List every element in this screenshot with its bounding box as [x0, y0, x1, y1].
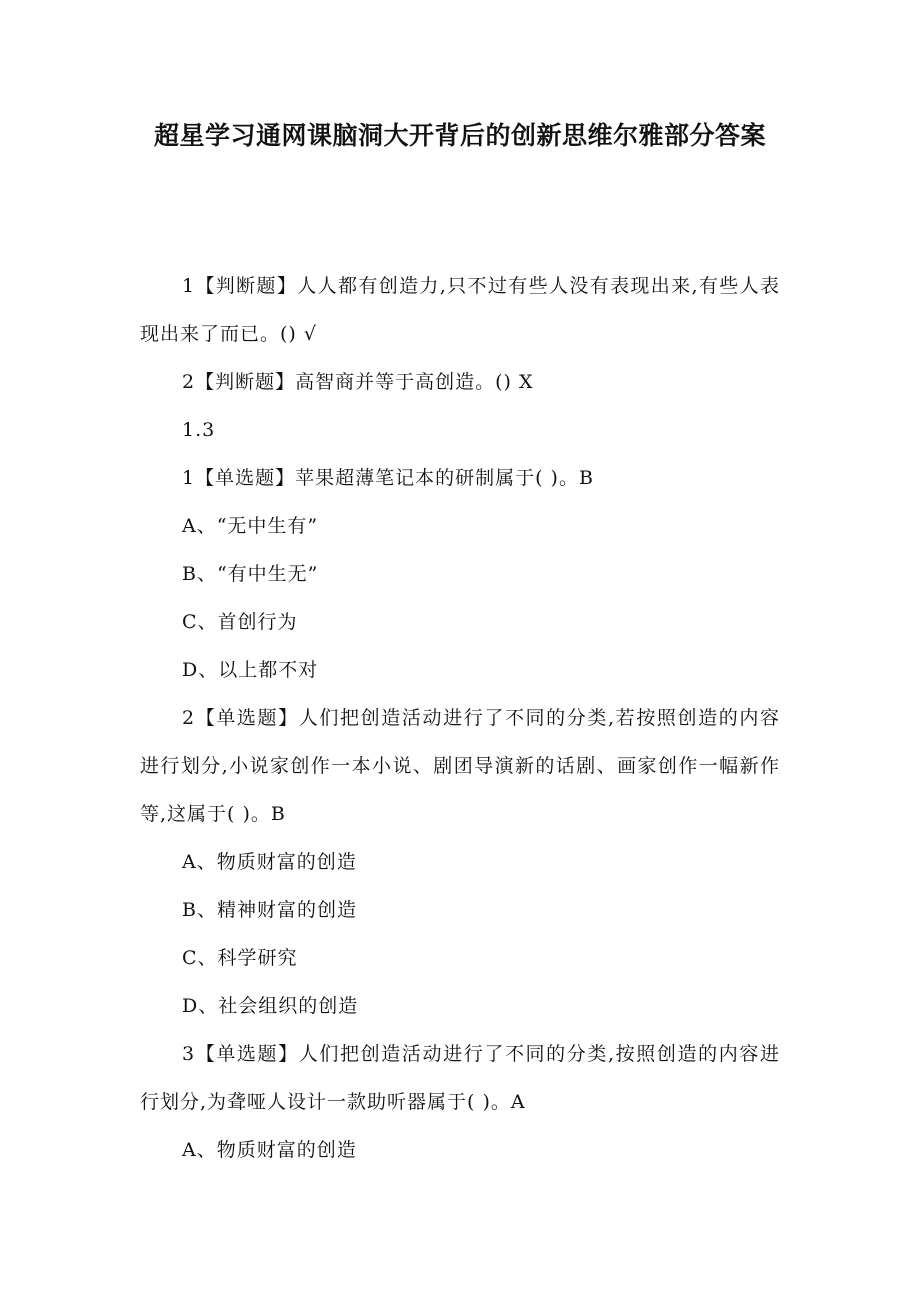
option-d: D、以上都不对: [182, 659, 319, 681]
question-judge-1: 1【判断题】人人都有创造力,只不过有些人没有表现出来,有些人表现出来了而已。() √: [140, 275, 780, 345]
page-title: 超星学习通网课脑洞大开背后的创新思维尔雅部分答案: [153, 121, 766, 150]
document-body: [140, 262, 780, 1174]
question-choice-1: 1【单选题】苹果超薄笔记本的研制属于( )。B: [182, 467, 594, 489]
option-c: C、科学研究: [182, 947, 298, 969]
option-b: B、“有中生无”: [182, 563, 319, 585]
option-b: B、精神财富的创造: [182, 899, 357, 921]
option-c: C、首创行为: [182, 611, 298, 633]
option-d: D、社会组织的创造: [182, 995, 359, 1017]
question-judge-2: 2【判断题】高智商并等于高创造。() X: [182, 371, 534, 393]
section-number: 1.3: [182, 419, 216, 441]
question-choice-3: 3【单选题】人们把创造活动进行了不同的分类,按照创造的内容进行划分,为聋哑人设计一款助听器属于( )。A: [140, 1043, 780, 1113]
option-a: A、“无中生有”: [182, 515, 319, 537]
question-choice-2: 2【单选题】人们把创造活动进行了不同的分类,若按照创造的内容进行划分,小说家创作一本小说、剧团导演新的话剧、画家创作一幅新作等,这属于( )。B: [140, 707, 780, 825]
option-a: A、物质财富的创造: [182, 851, 357, 873]
option-a: A、物质财富的创造: [182, 1139, 357, 1161]
